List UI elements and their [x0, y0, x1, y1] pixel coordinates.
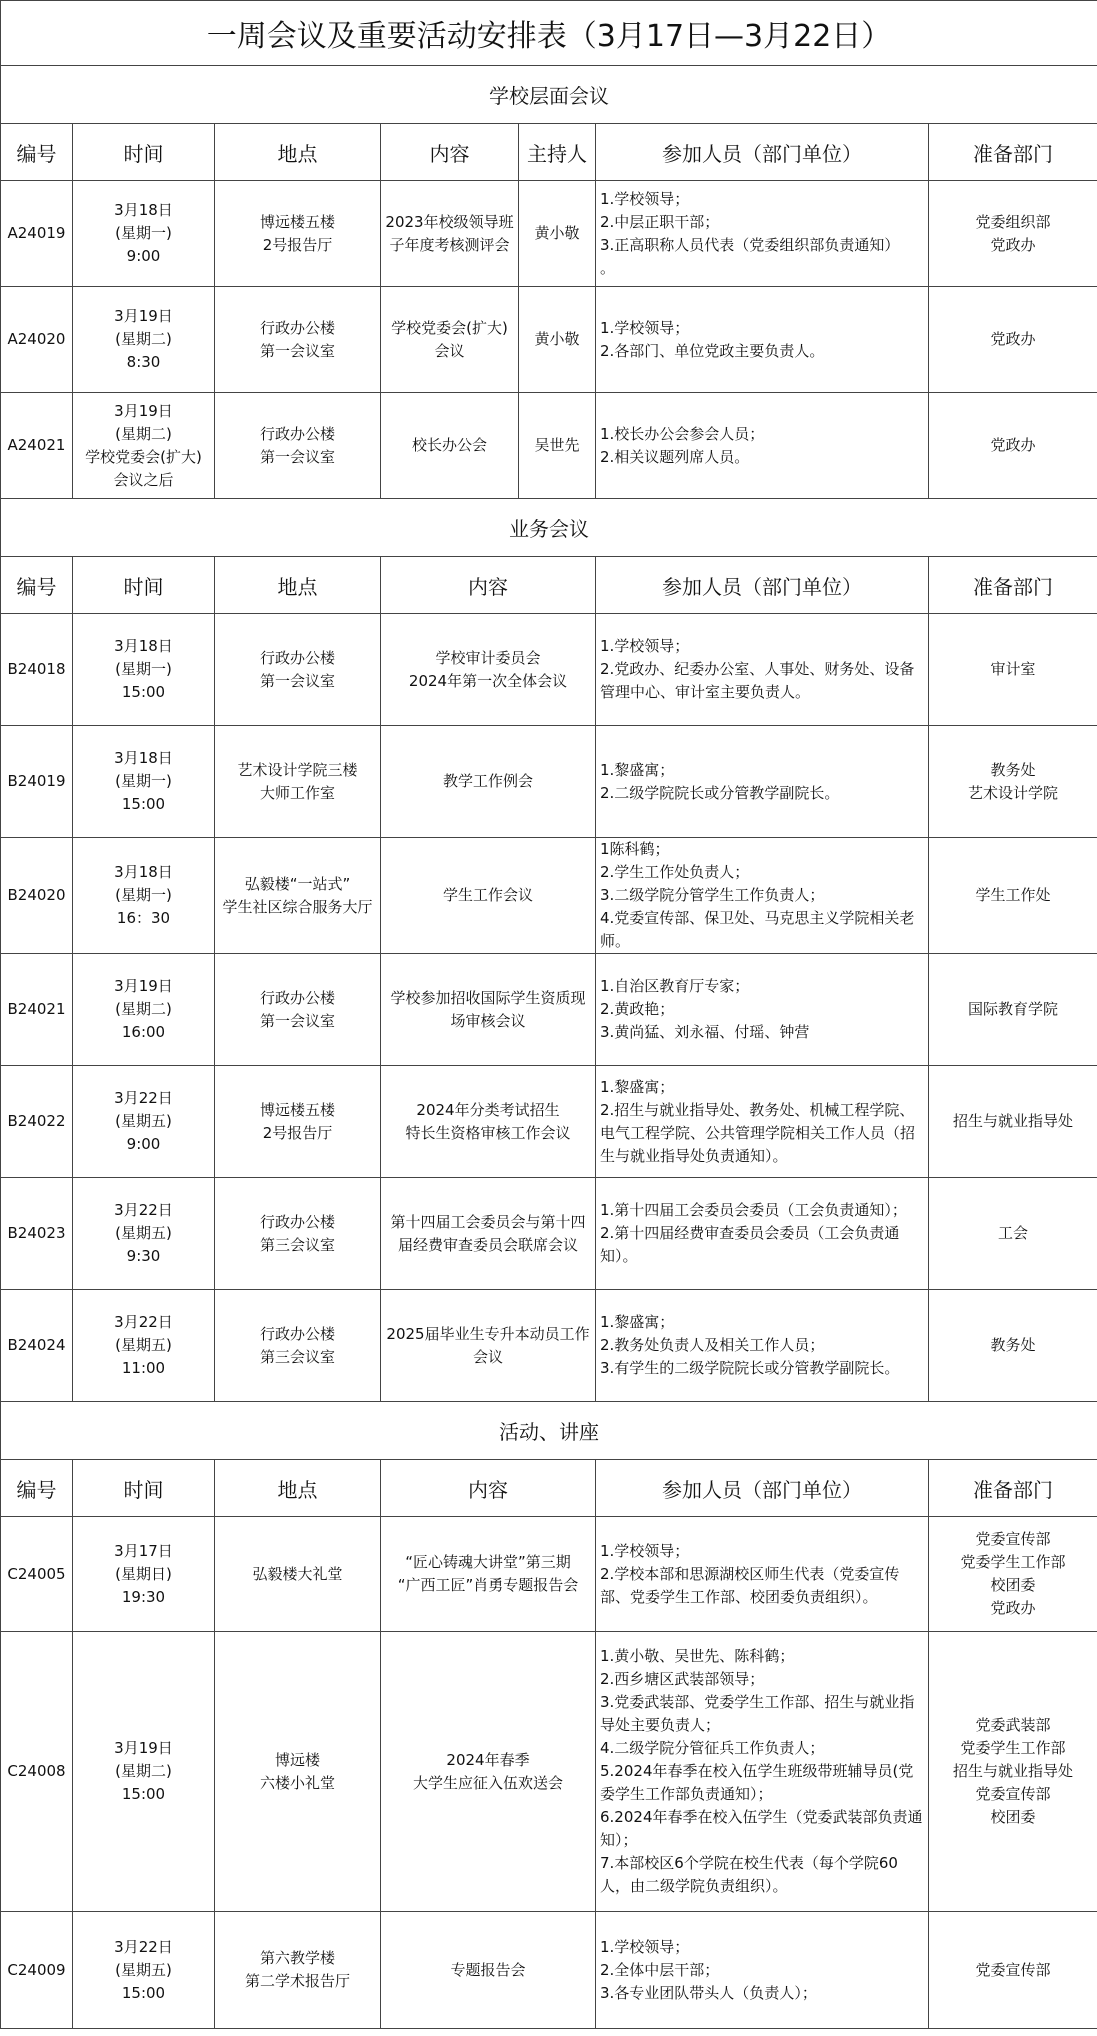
section-title: 活动、讲座: [1, 1402, 1097, 1460]
meeting-time: 3月19日 (星期二) 16:00: [73, 954, 215, 1066]
column-header-participants: 参加人员（部门单位）: [596, 1460, 929, 1517]
meeting-id: A24019: [1, 181, 73, 287]
column-header-place: 地点: [215, 557, 381, 614]
meeting-dept: 党委宣传部 党委学生工作部 校团委 党政办: [929, 1517, 1097, 1632]
section-row: [1, 499, 1097, 557]
meeting-place: 行政办公楼 第一会议室: [215, 287, 381, 393]
meeting-id: B24022: [1, 1066, 73, 1178]
meeting-place: 艺术设计学院三楼 大师工作室: [215, 726, 381, 838]
meeting-place: 第六教学楼 第二学术报告厅: [215, 1912, 381, 2029]
table-row: [1, 287, 1097, 393]
meeting-participants: 1.黎盛寓； 2.招生与就业指导处、教务处、机械工程学院、电气工程学院、公共管理学院相关工作人员（招生与就业指导处负责通知）。: [596, 1066, 929, 1178]
meeting-id: C24005: [1, 1517, 73, 1632]
meeting-participants: 1.第十四届工会委员会委员（工会负责通知）； 2.第十四届经费审查委员会委员（工会负责通知）。: [596, 1178, 929, 1290]
meeting-place: 行政办公楼 第一会议室: [215, 393, 381, 499]
column-header-participants: 参加人员（部门单位）: [596, 124, 929, 181]
meeting-id: B24021: [1, 954, 73, 1066]
meeting-place: 弘毅楼“一站式” 学生社区综合服务大厅: [215, 838, 381, 954]
meeting-dept: 党委武装部 党委学生工作部 招生与就业指导处 党委宣传部 校团委: [929, 1632, 1097, 1912]
column-header-time: 时间: [73, 1460, 215, 1517]
column-header-time: 时间: [73, 557, 215, 614]
page-title: 一周会议及重要活动安排表（3月17日—3月22日）: [1, 1, 1097, 66]
table-row: [1, 1517, 1097, 1632]
meeting-time: 3月22日 (星期五) 9:00: [73, 1066, 215, 1178]
table-row: [1, 614, 1097, 726]
title-row: [1, 1, 1097, 66]
column-header-place: 地点: [215, 1460, 381, 1517]
meeting-dept: 学生工作处: [929, 838, 1097, 954]
column-header-place: 地点: [215, 124, 381, 181]
meeting-id: B24024: [1, 1290, 73, 1402]
meeting-place: 行政办公楼 第三会议室: [215, 1178, 381, 1290]
column-header-time: 时间: [73, 124, 215, 181]
meeting-time: 3月18日 (星期一) 16：30: [73, 838, 215, 954]
meeting-host: 吴世先: [519, 393, 596, 499]
meeting-content: 2023年校级领导班子年度考核测评会: [381, 181, 519, 287]
meeting-host: 黄小敬: [519, 287, 596, 393]
meeting-place: 行政办公楼 第一会议室: [215, 954, 381, 1066]
meeting-time: 3月22日 (星期五) 15:00: [73, 1912, 215, 2029]
table-row: [1, 1066, 1097, 1178]
column-header-host: 主持人: [519, 124, 596, 181]
meeting-time: 3月19日 (星期二) 8:30: [73, 287, 215, 393]
meeting-participants: 1.黎盛寓； 2.教务处负责人及相关工作人员； 3.有学生的二级学院院长或分管教学副院长。: [596, 1290, 929, 1402]
table-row: [1, 393, 1097, 499]
column-header-content: 内容: [381, 557, 596, 614]
meeting-host: 黄小敬: [519, 181, 596, 287]
column-header-id: 编号: [1, 557, 73, 614]
meeting-time: 3月18日 (星期一) 15:00: [73, 614, 215, 726]
meeting-content: 第十四届工会委员会与第十四届经费审查委员会联席会议: [381, 1178, 596, 1290]
section-title: 业务会议: [1, 499, 1097, 557]
section-row: [1, 1402, 1097, 1460]
meeting-participants: 1陈科鹤； 2.学生工作处负责人； 3.二级学院分管学生工作负责人； 4.党委宣传部、保卫处、马克思主义学院相关老师。: [596, 838, 929, 954]
table-row: [1, 1178, 1097, 1290]
meeting-time: 3月22日 (星期五) 9:30: [73, 1178, 215, 1290]
meeting-participants: 1.自治区教育厅专家； 2.黄政艳； 3.黄尚猛、刘永福、付瑶、钟营: [596, 954, 929, 1066]
meeting-dept: 党政办: [929, 393, 1097, 499]
meeting-id: C24008: [1, 1632, 73, 1912]
table-row: [1, 1632, 1097, 1912]
meeting-place: 博远楼五楼 2号报告厅: [215, 181, 381, 287]
meeting-dept: 国际教育学院: [929, 954, 1097, 1066]
column-header-participants: 参加人员（部门单位）: [596, 557, 929, 614]
meeting-id: B24023: [1, 1178, 73, 1290]
table-row: [1, 954, 1097, 1066]
meeting-time: 3月18日 (星期一) 9:00: [73, 181, 215, 287]
schedule-body: [1, 1, 1097, 2029]
meeting-dept: 教务处 艺术设计学院: [929, 726, 1097, 838]
meeting-id: A24021: [1, 393, 73, 499]
column-header-content: 内容: [381, 124, 519, 181]
meeting-content: 2024年分类考试招生 特长生资格审核工作会议: [381, 1066, 596, 1178]
column-header-dept: 准备部门: [929, 124, 1097, 181]
meeting-content: 专题报告会: [381, 1912, 596, 2029]
meeting-participants: 1.学校领导； 2.学校本部和思源湖校区师生代表（党委宣传部、党委学生工作部、校团委负责组织）。: [596, 1517, 929, 1632]
meeting-content: 学校党委会(扩大) 会议: [381, 287, 519, 393]
table-row: [1, 1912, 1097, 2029]
meeting-content: 学校参加招收国际学生资质现场审核会议: [381, 954, 596, 1066]
column-header-dept: 准备部门: [929, 1460, 1097, 1517]
meeting-place: 弘毅楼大礼堂: [215, 1517, 381, 1632]
meeting-participants: 1.学校领导； 2.中层正职干部； 3.正高职称人员代表（党委组织部负责通知） 。: [596, 181, 929, 287]
meeting-content: 学生工作会议: [381, 838, 596, 954]
header-row: [1, 1460, 1097, 1517]
meeting-participants: 1.黎盛寓； 2.二级学院院长或分管教学副院长。: [596, 726, 929, 838]
meeting-id: B24020: [1, 838, 73, 954]
meeting-place: 行政办公楼 第三会议室: [215, 1290, 381, 1402]
section-title: 学校层面会议: [1, 66, 1097, 124]
table-row: [1, 181, 1097, 287]
meeting-content: 2025届毕业生专升本动员工作会议: [381, 1290, 596, 1402]
meeting-place: 行政办公楼 第一会议室: [215, 614, 381, 726]
meeting-dept: 招生与就业指导处: [929, 1066, 1097, 1178]
meeting-dept: 审计室: [929, 614, 1097, 726]
table-row: [1, 1290, 1097, 1402]
meeting-participants: 1.学校领导； 2.各部门、单位党政主要负责人。: [596, 287, 929, 393]
meeting-time: 3月22日 (星期五) 11:00: [73, 1290, 215, 1402]
meeting-dept: 党委组织部 党政办: [929, 181, 1097, 287]
meeting-time: 3月17日 (星期日) 19:30: [73, 1517, 215, 1632]
meeting-content: 2024年春季 大学生应征入伍欢送会: [381, 1632, 596, 1912]
meeting-time: 3月19日 (星期二) 学校党委会(扩大) 会议之后: [73, 393, 215, 499]
meeting-dept: 教务处: [929, 1290, 1097, 1402]
meeting-participants: 1.学校领导； 2.全体中层干部； 3.各专业团队带头人（负责人）；: [596, 1912, 929, 2029]
meeting-participants: 1.校长办公会参会人员； 2.相关议题列席人员。: [596, 393, 929, 499]
header-row: [1, 557, 1097, 614]
table-row: [1, 726, 1097, 838]
table-row: [1, 838, 1097, 954]
meeting-content: 学校审计委员会 2024年第一次全体会议: [381, 614, 596, 726]
meeting-id: B24018: [1, 614, 73, 726]
meeting-content: 校长办公会: [381, 393, 519, 499]
column-header-dept: 准备部门: [929, 557, 1097, 614]
meeting-dept: 党委宣传部: [929, 1912, 1097, 2029]
meeting-time: 3月18日 (星期一) 15:00: [73, 726, 215, 838]
column-header-content: 内容: [381, 1460, 596, 1517]
meeting-dept: 党政办: [929, 287, 1097, 393]
meeting-dept: 工会: [929, 1178, 1097, 1290]
meeting-participants: 1.黄小敬、吴世先、陈科鹤； 2.西乡塘区武装部领导； 3.党委武装部、党委学生工作部、招生与就业指导处主要负责人； 4.二级学院分管征兵工作负责人； 5.2024年春季在校入伍学生班级带班辅导员(党委学生工作部负责通知）； 6.2024年春季在校入伍学生（党委武装部负责通知）； 7.本部校区6个学院在校生代表（每个学院60人，由二级学院负责组织）。: [596, 1632, 929, 1912]
meeting-content: 教学工作例会: [381, 726, 596, 838]
meeting-participants: 1.学校领导； 2.党政办、纪委办公室、人事处、财务处、设备管理中心、审计室主要负责人。: [596, 614, 929, 726]
meeting-content: “匠心铸魂大讲堂”第三期 “广西工匠”肖勇专题报告会: [381, 1517, 596, 1632]
meeting-place: 博远楼 六楼小礼堂: [215, 1632, 381, 1912]
section-row: [1, 66, 1097, 124]
column-header-id: 编号: [1, 124, 73, 181]
meeting-id: A24020: [1, 287, 73, 393]
meeting-id: B24019: [1, 726, 73, 838]
column-header-id: 编号: [1, 1460, 73, 1517]
header-row: [1, 124, 1097, 181]
meeting-place: 博远楼五楼 2号报告厅: [215, 1066, 381, 1178]
meeting-time: 3月19日 (星期二) 15:00: [73, 1632, 215, 1912]
meeting-id: C24009: [1, 1912, 73, 2029]
